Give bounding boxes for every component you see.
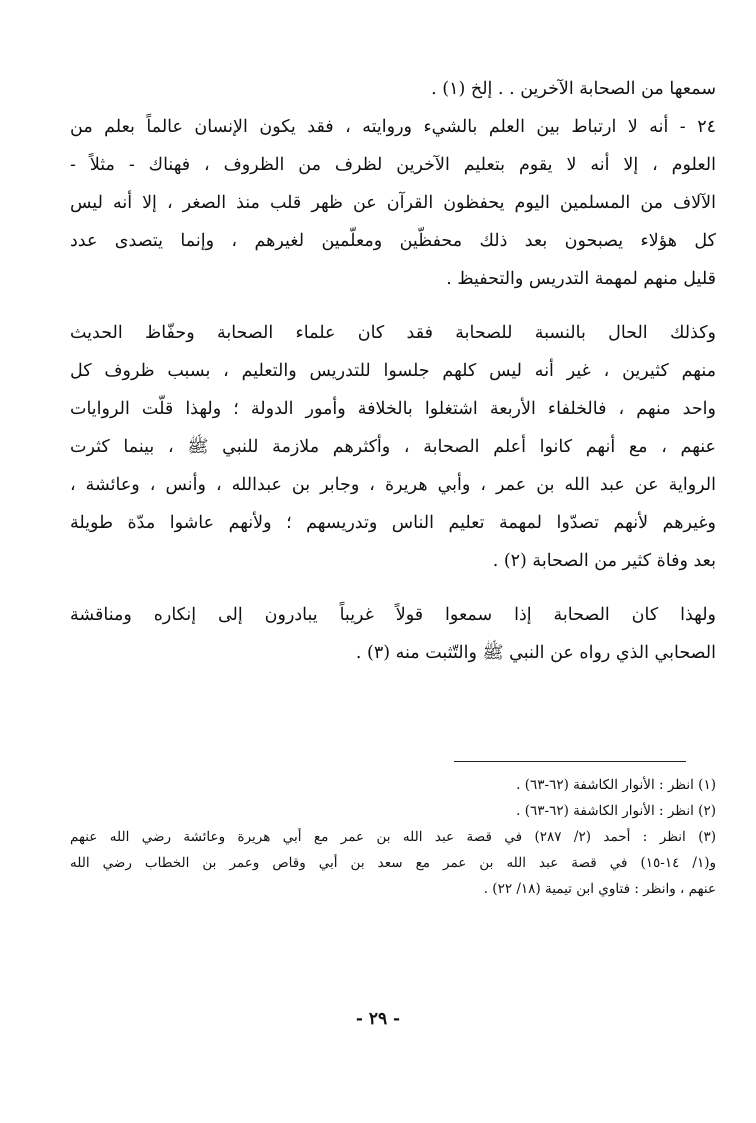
text-line: وكذلك الحال بالنسبة للصحابة فقد كان علماء الصحابة وحفّاظ الحديث bbox=[70, 323, 716, 343]
footnote-3-line: و(١/ ١٤-١٥) في قصة عبد الله بن عمر مع سعد بن أبي وقاص وعمر بن الخطاب رضي الله bbox=[70, 855, 716, 871]
paragraph-spacer bbox=[70, 298, 716, 314]
text-line: ٢٤ - أنه لا ارتباط بين العلم بالشيء وروايته ، فقد يكون الإنسان عالماً بعلم من bbox=[70, 117, 716, 137]
footnotes bbox=[70, 772, 716, 902]
text-line: قليل منهم لمهمة التدريس والتحفيظ . bbox=[446, 269, 716, 289]
text-line: منهم كثيرين ، غير أنه ليس كلهم جلسوا للتدريس والتعليم ، بسبب ظروف كل bbox=[70, 361, 716, 381]
footnote-1: (١) انظر : الأنوار الكاشفة (٦٢-٦٣) . bbox=[516, 777, 716, 793]
main-text bbox=[70, 70, 716, 672]
footnote-divider bbox=[454, 761, 686, 762]
paragraph-4 bbox=[70, 596, 716, 672]
text-line: عنهم ، مع أنهم كانوا أعلم الصحابة ، وأكثرهم ملازمة للنبي ﷺ ، بينما كثرت bbox=[70, 437, 716, 457]
text-line: ولهذا كان الصحابة إذا سمعوا قولاً غريباً يبادرون إلى إنكاره ومناقشة bbox=[70, 605, 716, 625]
footnote-2: (٢) انظر : الأنوار الكاشفة (٦٢-٦٣) . bbox=[516, 803, 716, 819]
text-line: سمعها من الصحابة الآخرين . . إلخ (١) . bbox=[431, 79, 716, 99]
text-line: كل هؤلاء يصبحون بعد ذلك محفظّين ومعلّمين لغيرهم ، وإنما يتصدى عدد bbox=[70, 231, 716, 251]
text-line: الرواية عن عبد الله بن عمر ، وأبي هريرة ، وجابر بن عبدالله ، وأنس ، وعائشة ، bbox=[70, 475, 716, 495]
text-line: واحد منهم ، فالخلفاء الأربعة اشتغلوا بالخلافة وأمور الدولة ؛ ولهذا قلّت الروايات bbox=[70, 399, 716, 419]
text-line: الآلاف من المسلمين اليوم يحفظون القرآن عن ظهر قلب منذ الصغر ، إلا أنه ليس bbox=[70, 193, 716, 213]
footnote-3-line: (٣) انظر : أحمد (٢/ ٢٨٧) في قصة عبد الله بن عمر مع أبي هريرة وعائشة رضي الله عنهم bbox=[70, 829, 716, 845]
text-line: بعد وفاة كثير من الصحابة (٢) . bbox=[492, 551, 716, 571]
paragraph-1 bbox=[70, 70, 716, 108]
text-line: وغيرهم لأنهم تصدّوا لمهمة تعليم الناس وتدريسهم ؛ ولأنهم عاشوا مدّة طويلة bbox=[70, 513, 716, 533]
paragraph-3 bbox=[70, 314, 716, 580]
paragraph-2 bbox=[70, 108, 716, 298]
paragraph-spacer bbox=[70, 580, 716, 596]
page-number: - ٢٩ - bbox=[355, 1009, 401, 1029]
text-line: العلوم ، إلا أنه لا يقوم بتعليم الآخرين لظرف من الظروف ، فهناك - مثلاً - bbox=[70, 155, 716, 175]
footnote-3-line: عنهم ، وانظر : فتاوي ابن تيمية (١٨/ ٢٢) . bbox=[483, 881, 716, 897]
text-line: الصحابي الذي رواه عن النبي ﷺ والتّثبت منه (٣) . bbox=[355, 643, 716, 663]
